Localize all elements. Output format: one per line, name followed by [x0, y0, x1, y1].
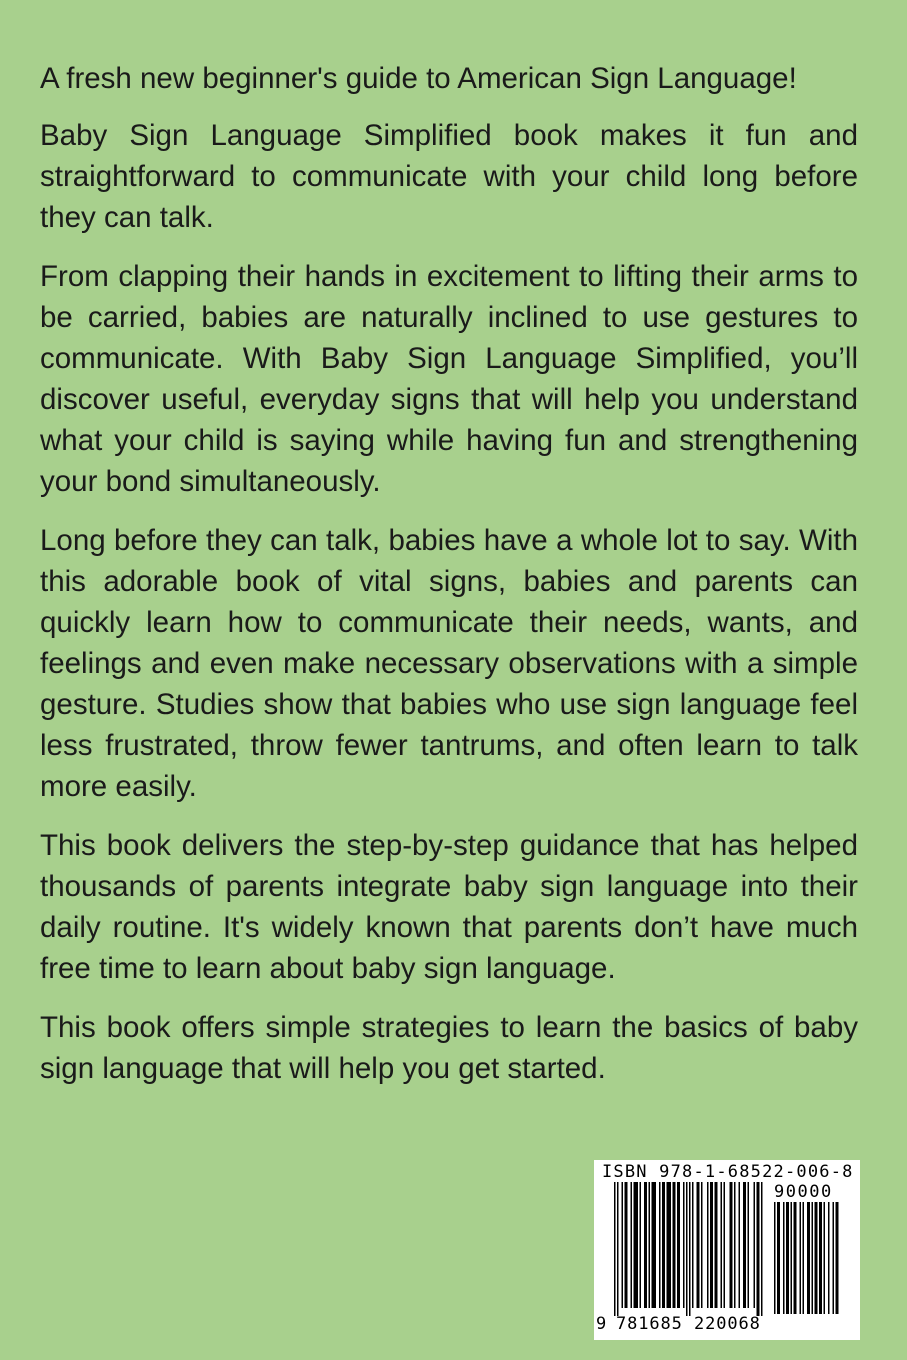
- description-paragraph-1: Baby Sign Language Simplified book makes it fun and straightforward to communicate with your child long before they can talk.: [40, 119, 858, 234]
- description-paragraph-3: Long before they can talk, babies have a whole lot to say. With this adorable book of vital signs, babies and parents can quickly learn how to communicate their needs, wants, and feelings and even make necessary observations with a simple gesture. Studies show that babies who use sign language feel less frustrated, throw fewer tantrums, and often learn to talk more easily.: [40, 524, 858, 803]
- back-cover-text: [40, 58, 858, 1107]
- ean-first-digit: 9: [596, 1314, 607, 1334]
- description-paragraph-4: This book delivers the step-by-step guidance that has helped thousands of parents integrate baby sign language into their daily routine. It's widely known that parents don’t have much free time to learn about baby sign language.: [40, 829, 858, 985]
- isbn-label: ISBN 978-1-68522-006-8: [602, 1162, 854, 1182]
- addon-barcode-bars: [774, 1202, 844, 1316]
- price-code: 90000: [774, 1182, 833, 1202]
- ean-digit-groups: 781685 220068: [616, 1314, 761, 1334]
- isbn-barcode: [594, 1160, 860, 1340]
- tagline: A fresh new beginner's guide to American Sign Language!: [40, 62, 797, 95]
- description-paragraph-2: From clapping their hands in excitement to lifting their arms to be carried, babies are naturally inclined to use gestures to communicate. With Baby Sign Language Simplified, you’ll discover useful, everyday signs that will help you understand what your child is saying while having fun and strengthening your bond simultaneously.: [40, 260, 858, 498]
- ean-barcode-bars: [614, 1182, 766, 1316]
- description-paragraph-5: This book offers simple strategies to learn the basics of baby sign language that will help you get started.: [40, 1011, 858, 1085]
